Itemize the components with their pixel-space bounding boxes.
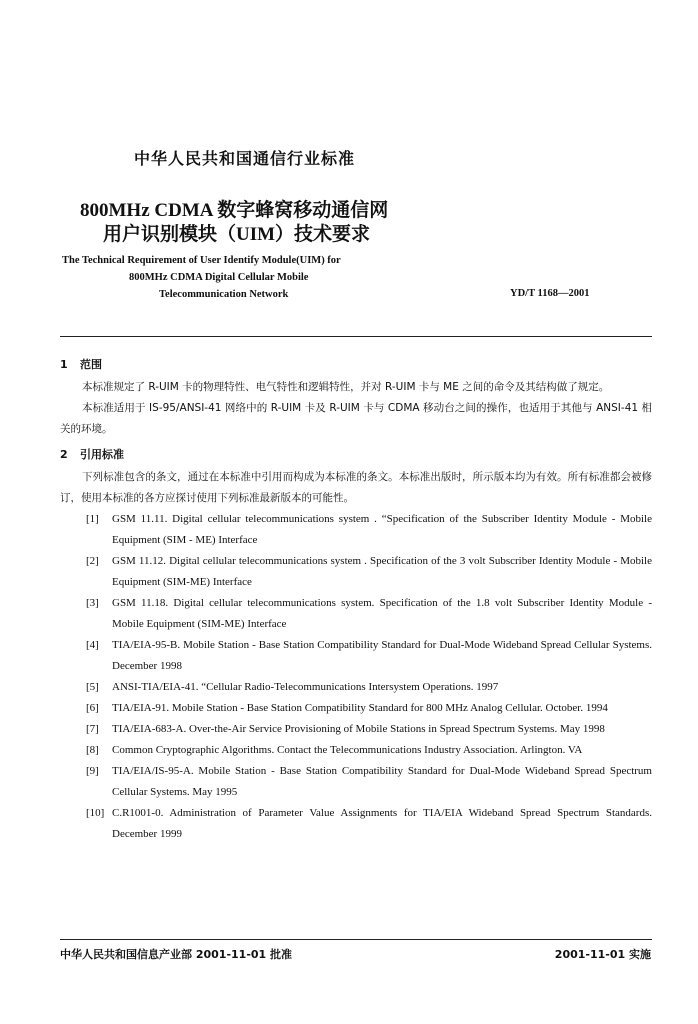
reference-text: TIA/EIA/IS-95-A. Mobile Station - Base Station Compatibility Standard for Dual-Mode Wideband Spread Spectrum Cellular Systems. May 1995 xyxy=(112,765,652,798)
reference-text: TIA/EIA-91. Mobile Station - Base Station Compatibility Standard for 800 MHz Analog Cellular. October. 1994 xyxy=(112,702,608,714)
reference-number: [9] xyxy=(86,765,99,777)
section-title: 范围 xyxy=(80,358,102,371)
reference-text: GSM 11.12. Digital cellular telecommunications system . Specification of the 3 volt Subscriber Identity Module - Mobile Equipment (SIM-ME) Interface xyxy=(112,555,652,588)
section-number: 1 xyxy=(60,358,68,371)
title-en-line3: Telecommunication Network xyxy=(159,289,289,300)
reference-number: [2] xyxy=(86,555,99,567)
reference-item xyxy=(60,551,652,593)
section-1-heading xyxy=(60,354,652,375)
title-cn-line2: 用户识别模块（UIM）技术要求 xyxy=(103,224,371,245)
issue-date: 中华人民共和国信息产业部 2001-11-01 批准 xyxy=(60,948,293,961)
paragraph: 本标准规定了 R-UIM 卡的物理特性、电气特性和逻辑特性，并对 R-UIM 卡与 ME 之间的命令及其结构做了规定。 xyxy=(82,381,610,393)
section-title: 引用标准 xyxy=(80,448,124,461)
reference-item xyxy=(60,677,652,698)
paragraph: 下列标准包含的条文，通过在本标准中引用而构成为本标准的条文。本标准出版时，所示版本均为有效。所有标准都会被修订，使用本标准的各方应探讨使用下列标准最新版本的可能性。 xyxy=(60,471,652,504)
reference-item xyxy=(60,593,652,635)
reference-item xyxy=(60,803,652,845)
reference-text: C.R1001-0. Administration of Parameter Value Assignments for TIA/EIA Wideband Spread Spectrum Standards. December 1999 xyxy=(112,807,652,840)
reference-item xyxy=(60,740,652,761)
document-body xyxy=(60,350,652,845)
reference-item xyxy=(60,761,652,803)
title-en-line2: 800MHz CDMA Digital Cellular Mobile xyxy=(129,272,309,283)
effective-date: 2001-11-01 实施 xyxy=(554,948,651,961)
reference-text: ANSI-TIA/EIA-41. “Cellular Radio-Telecommunications Intersystem Operations. 1997 xyxy=(112,681,499,693)
paragraph: 本标准适用于 IS-95/ANSI-41 网络中的 R-UIM 卡及 R-UIM 卡与 CDMA 移动台之间的操作，也适用于其他与 ANSI-41 相关的环境。 xyxy=(60,402,652,435)
reference-item xyxy=(60,719,652,740)
reference-number: [7] xyxy=(86,723,99,735)
title-cn-line1: 800MHz CDMA 数字蜂窝移动通信网 xyxy=(80,200,389,221)
reference-item xyxy=(60,635,652,677)
title-en xyxy=(62,252,442,303)
reference-text: TIA/EIA-683-A. Over-the-Air Service Provisioning of Mobile Stations in Spread Spectrum Systems. May 1998 xyxy=(112,723,605,735)
standard-number: YD/T 1168—2001 xyxy=(510,288,590,299)
section-number: 2 xyxy=(60,448,68,461)
section-2-heading xyxy=(60,444,652,465)
header-divider xyxy=(60,336,652,337)
reference-number: [10] xyxy=(86,807,105,819)
title-en-line1: The Technical Requirement of User Identify Module(UIM) for xyxy=(62,255,341,266)
standard-category: 中华人民共和国通信行业标准 xyxy=(134,149,356,168)
reference-number: [8] xyxy=(86,744,99,756)
reference-number: [3] xyxy=(86,597,99,609)
reference-number: [4] xyxy=(86,639,99,651)
reference-number: [1] xyxy=(86,513,99,525)
reference-item xyxy=(60,698,652,719)
reference-text: TIA/EIA-95-B. Mobile Station - Base Station Compatibility Standard for Dual-Mode Wideband Spread Cellular Systems. December 1998 xyxy=(112,639,652,672)
reference-text: GSM 11.18. Digital cellular telecommunications system. Specification of the 1.8 volt Subscriber Identity Module - Mobile Equipment (SIM-ME) Interface xyxy=(112,597,652,630)
footer-divider xyxy=(60,939,652,940)
reference-text: Common Cryptographic Algorithms. Contact the Telecommunications Industry Association. Arlington. VA xyxy=(112,744,583,756)
reference-number: [5] xyxy=(86,681,99,693)
reference-item xyxy=(60,509,652,551)
reference-list xyxy=(60,509,652,845)
reference-number: [6] xyxy=(86,702,99,714)
reference-text: GSM 11.11. Digital cellular telecommunications system . “Specification of the Subscriber Identity Module - Mobile Equipment (SIM - ME) Interface xyxy=(112,513,652,546)
